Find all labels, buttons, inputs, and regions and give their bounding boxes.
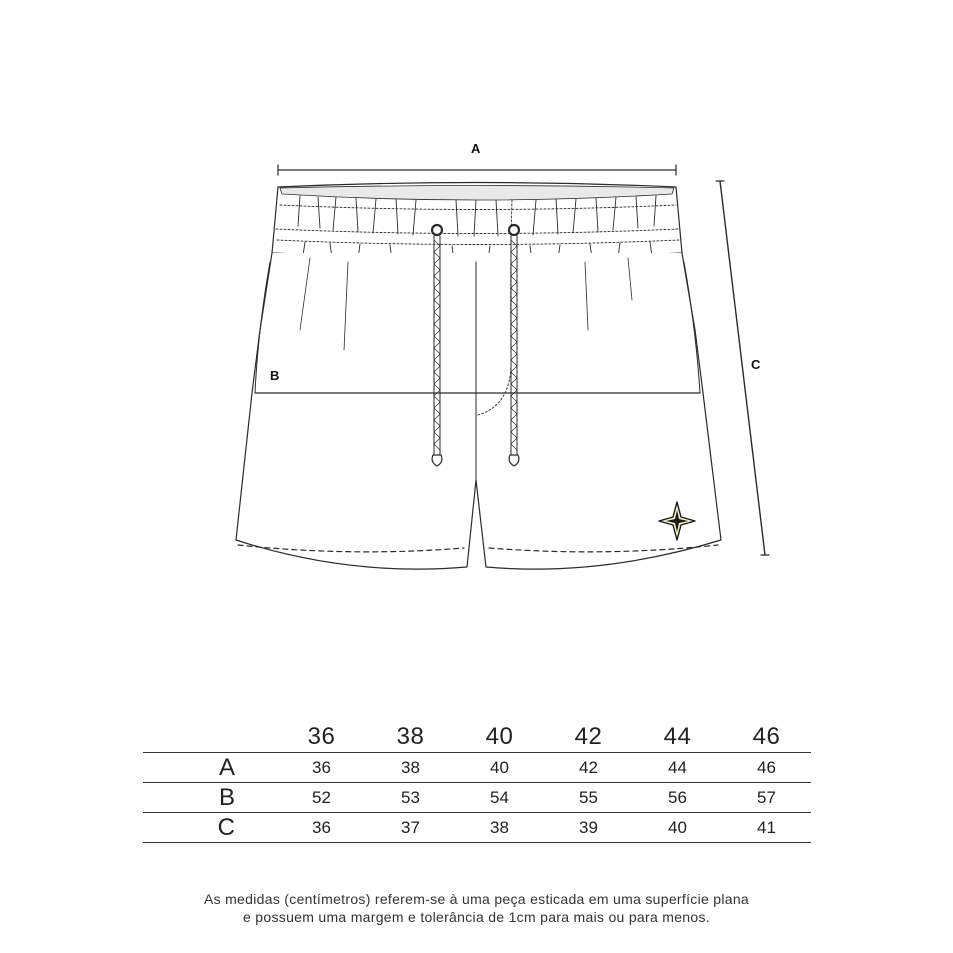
size-table [143,722,811,843]
table-cell: 41 [757,817,776,837]
dimension-line-c [716,181,769,555]
table-cell: 53 [401,787,420,807]
label-a: A [471,141,481,156]
table-cell: 56 [668,787,687,807]
dimension-line-a [278,165,676,175]
row-label: B [218,783,235,811]
size-column-header: 40 [485,723,514,750]
table-cell: 54 [490,787,509,807]
size-column-header: 36 [307,723,336,750]
shorts-outline [236,200,721,569]
table-row [143,783,811,813]
row-label: A [218,753,235,781]
table-cell: 36 [312,817,331,837]
table-row [143,813,811,843]
table-cell: 38 [401,757,420,777]
table-cell: 46 [757,757,776,777]
row-label: C [217,813,235,841]
table-cell: 40 [668,817,687,837]
table-cell: 55 [579,787,598,807]
table-cell: 36 [312,757,331,777]
size-column-header: 42 [574,723,603,750]
table-cell: 38 [490,817,509,837]
waistband [272,183,682,261]
size-header-row [143,722,811,753]
table-cell: 44 [668,757,687,777]
table-cell: 42 [579,757,598,777]
footnote-line-2: e possuem uma margem e tolerância de 1cm para mais ou para menos. [243,909,710,925]
table-row [143,753,811,783]
table-cell: 37 [401,817,420,837]
footnote-line-1: As medidas (centímetros) referem-se à uma peça esticada em uma superfície plana [203,891,750,907]
table-cell: 40 [490,757,509,777]
table-cell: 57 [757,787,776,807]
size-column-header: 44 [663,723,692,750]
table-cell: 39 [579,817,598,837]
label-b: B [270,368,280,383]
label-c: C [751,357,761,372]
measurement-footnote [0,890,953,926]
table-cell: 52 [312,787,331,807]
header-spacer [143,722,277,753]
size-column-header: 46 [752,723,781,750]
size-column-header: 38 [396,723,425,750]
